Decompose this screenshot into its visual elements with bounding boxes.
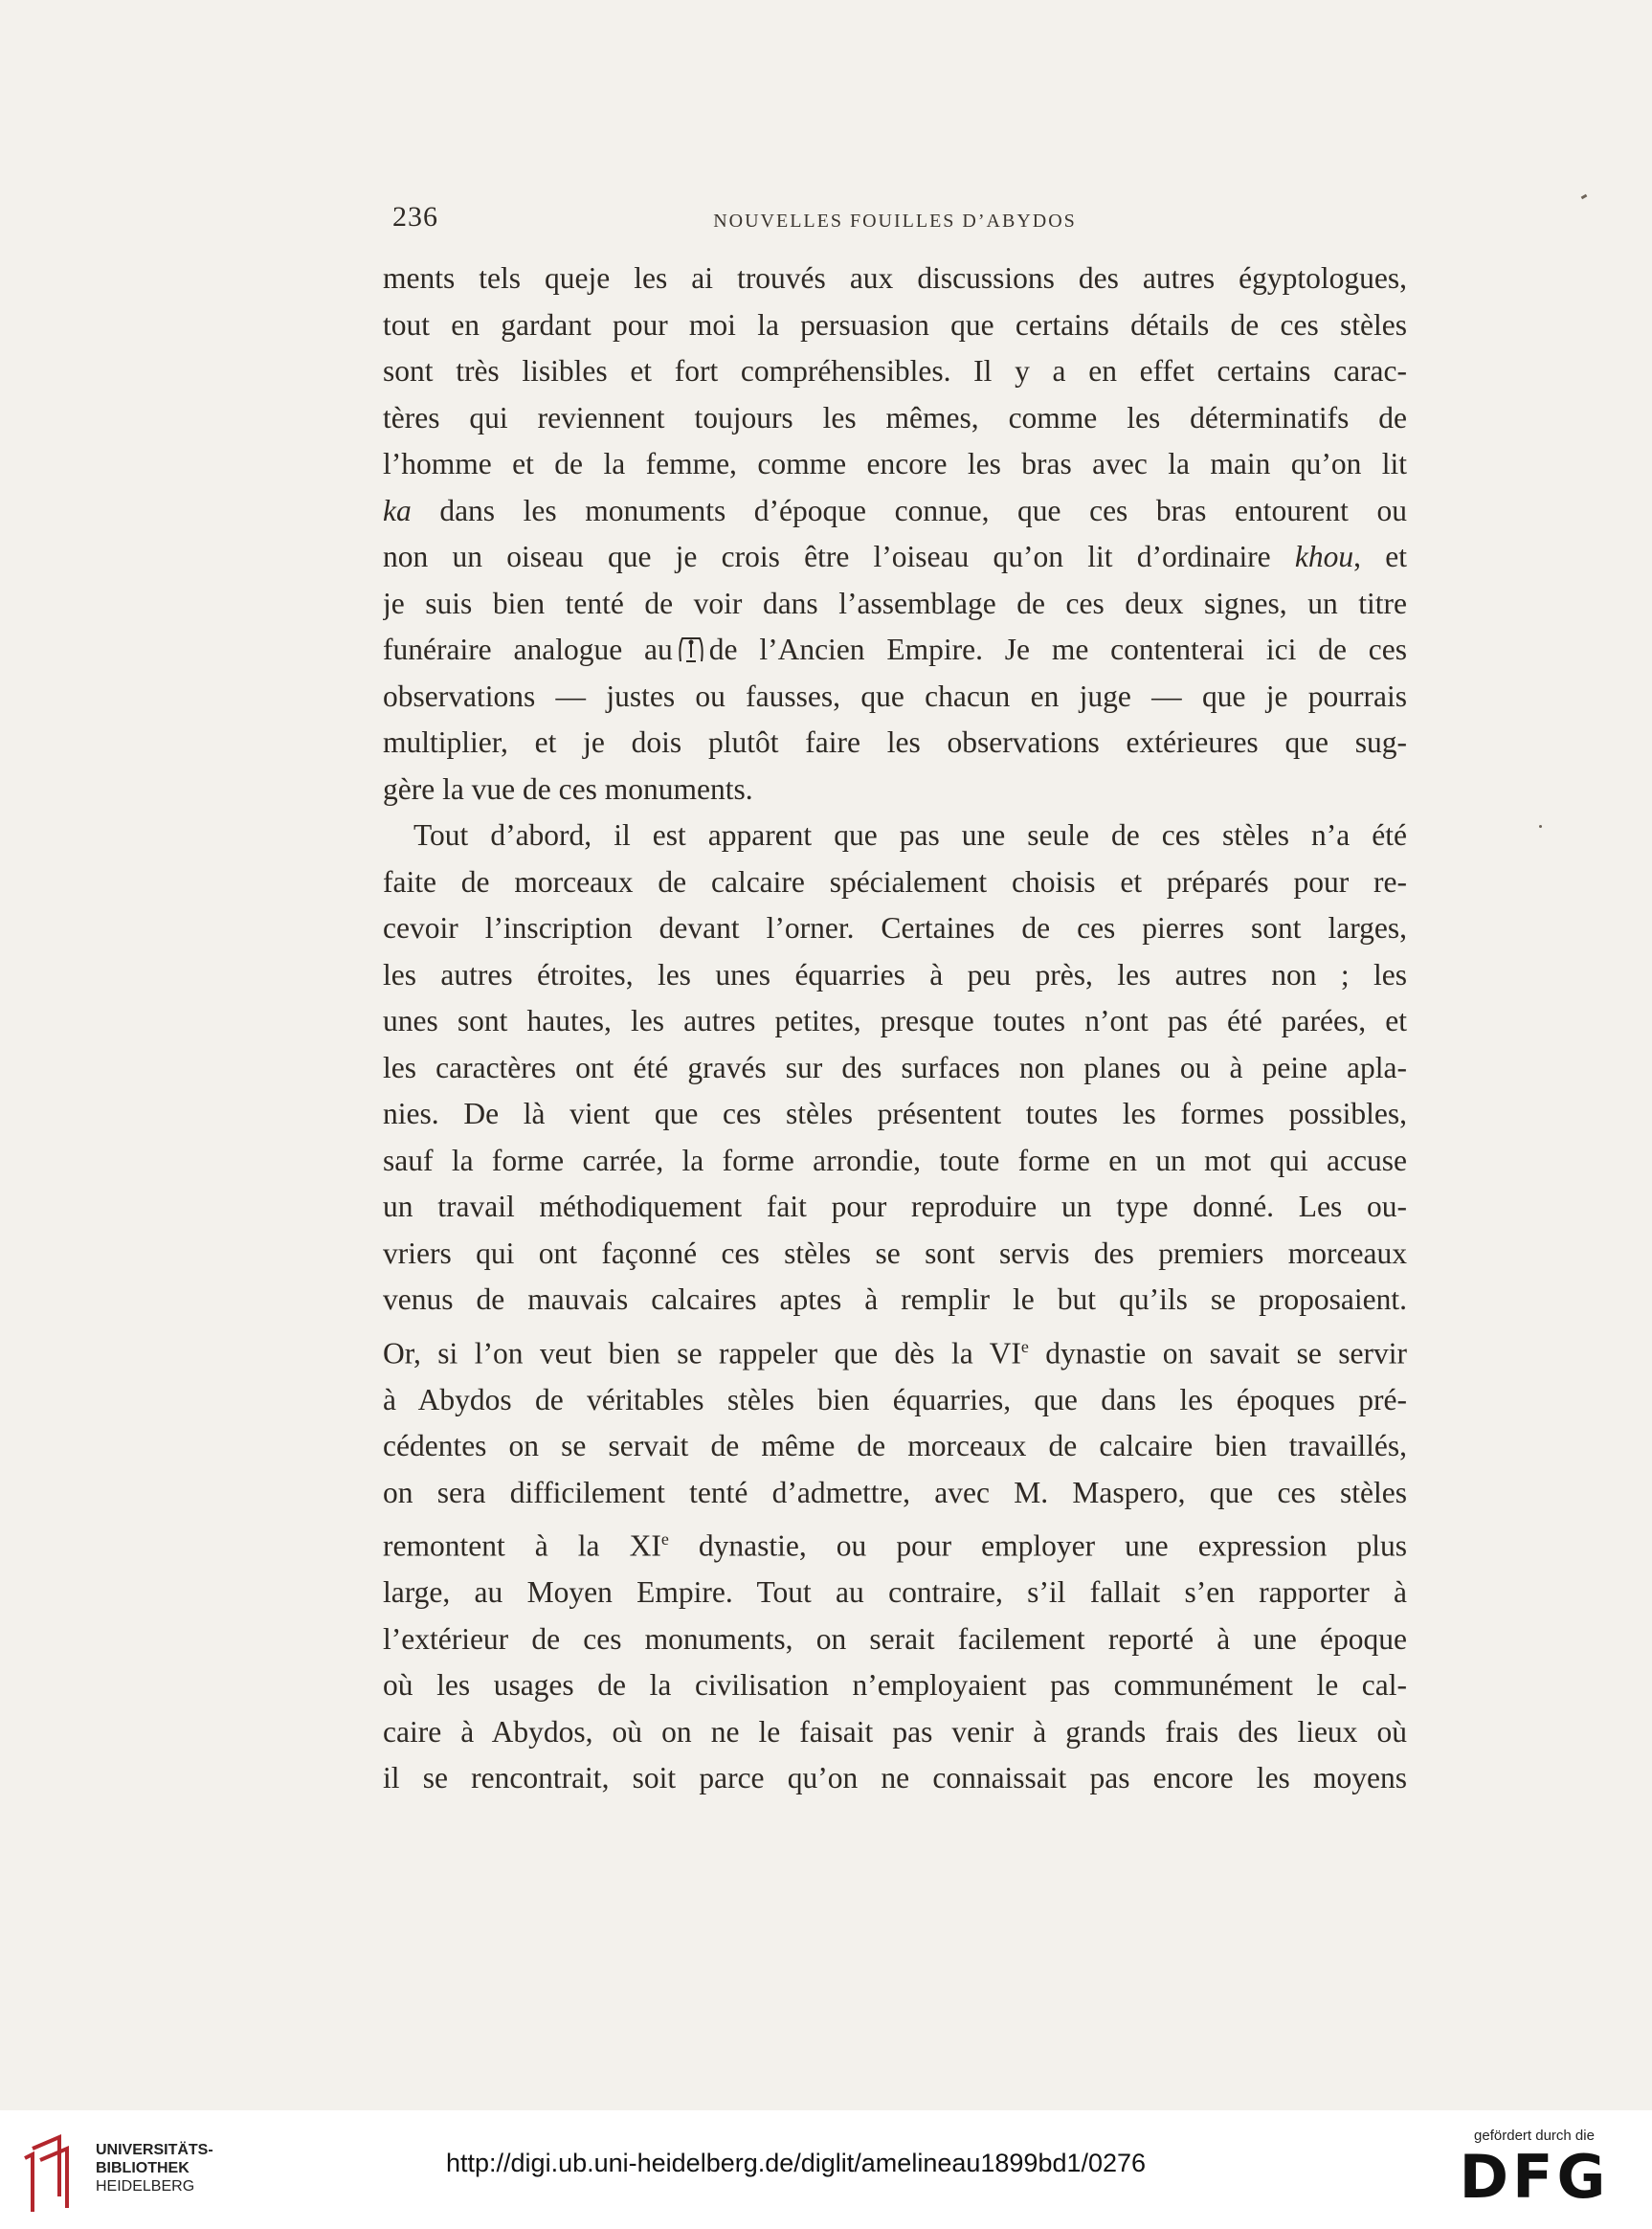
text-line: un travail méthodiquement fait pour reproduire un type donné. Les ou-: [383, 1190, 1407, 1223]
text-line-part: , et: [1353, 540, 1407, 573]
library-name-line: UNIVERSITÄTS-: [96, 2142, 213, 2158]
text-line: [383, 1324, 1407, 1377]
text-line: [383, 488, 1407, 535]
text-line-part: Or, si l’on veut bien se rappeler que dès la VI: [383, 1336, 1021, 1370]
permalink-url[interactable]: http://digi.ub.uni-heidelberg.de/diglit/amelineau1899bd1/0276: [446, 2149, 1147, 2177]
library-name: [96, 2141, 213, 2196]
text-line: Tout d’abord, il est apparent que pas une seule de ces stèles n’a été: [413, 818, 1407, 852]
page-number: 236: [392, 201, 438, 233]
library-logo[interactable]: [21, 2129, 232, 2216]
text-line-part: remontent à la XI: [383, 1528, 661, 1563]
text-line: faite de morceaux de calcaire spécialement choisis et préparés pour re-: [383, 864, 1407, 899]
footer-bar: [0, 2110, 1652, 2229]
text-line: il se rencontrait, soit parce qu’on ne connaissait pas encore les moyens: [383, 1761, 1407, 1794]
text-line-part: non un oiseau que je crois être l’oiseau qu’on lit d’ordinaire: [383, 540, 1271, 573]
funding-note: gefördert durch die: [1474, 2128, 1595, 2144]
text-line: [383, 627, 1407, 674]
text-line: observations — justes ou fausses, que chacun en juge — que je pourrais: [383, 679, 1407, 713]
text-line-part: dynastie on savait se servir: [1045, 1336, 1407, 1370]
text-line: sauf la forme carrée, la forme arrondie, toute forme en un mot qui accuse: [383, 1143, 1407, 1177]
text-line-part: dans les monuments d’époque connue, que ces bras entourent ou: [439, 493, 1407, 527]
page-header: [392, 201, 1397, 239]
text-line: cédentes on se servait de même de morceaux de calcaire bien travaillés,: [383, 1429, 1407, 1462]
text-line-part: de l’Ancien Empire. Je me contenterai ici de ces: [708, 633, 1407, 666]
text-line: venus de mauvais calcaires aptes à remplir le but qu’ils se proposaient.: [383, 1282, 1407, 1316]
text-line: nies. De là vient que ces stèles présentent toutes les formes possibles,: [383, 1097, 1407, 1130]
text-line: [383, 534, 1407, 581]
text-line: gère la vue de ces monuments.: [383, 771, 753, 806]
text-line: on sera difficilement tenté d’admettre, avec M. Maspero, que ces stèles: [383, 1475, 1407, 1509]
text-line: l’extérieur de ces monuments, on serait facilement reporté à une époque: [383, 1621, 1407, 1656]
text-line: large, au Moyen Empire. Tout au contraire, s’il fallait s’en rapporter à: [383, 1575, 1407, 1609]
text-line-part: dynastie, ou pour employer une expression plus: [698, 1528, 1407, 1563]
scan-speck: [1539, 825, 1542, 828]
text-line: ments tels queje les ai trouvés aux discussions des autres égyptologues,: [383, 261, 1407, 295]
text-line: à Abydos de véritables stèles bien équarries, que dans les époques pré-: [383, 1382, 1407, 1416]
text-line: je suis bien tenté de voir dans l’assemblage de ces deux signes, un titre: [383, 586, 1407, 620]
text-line: vriers qui ont façonné ces stèles se sont servis des premiers morceaux: [383, 1236, 1407, 1270]
hieroglyph-icon: [675, 633, 707, 667]
library-name-line: BIBLIOTHEK: [96, 2160, 190, 2176]
library-emblem-icon: [21, 2129, 88, 2216]
body-text: [383, 256, 1407, 1802]
text-line: où les usages de la civilisation n’employaient pas communément le cal-: [383, 1668, 1407, 1702]
text-line: sont très lisibles et fort compréhensibles. Il y a en effet certains carac-: [383, 354, 1407, 388]
text-line: les autres étroites, les unes équarries à peu près, les autres non ; les: [383, 957, 1407, 992]
library-name-line: HEIDELBERG: [96, 2178, 195, 2195]
text-line: [383, 1516, 1407, 1570]
text-line: unes sont hautes, les autres petites, presque toutes n’ont pas été parées, et: [383, 1004, 1407, 1037]
text-line: caire à Abydos, où on ne le faisait pas venir à grands frais des lieux où: [383, 1714, 1407, 1749]
superscript: e: [660, 1529, 669, 1549]
scan-speck: [1581, 194, 1588, 200]
text-line-part: funéraire analogue au: [383, 633, 673, 666]
text-line: l’homme et de la femme, comme encore les bras avec la main qu’on lit: [383, 447, 1407, 480]
text-line: les caractères ont été gravés sur des surfaces non planes ou à peine apla-: [383, 1050, 1407, 1084]
text-line: tout en gardant pour moi la persuasion que certains détails de ces stèles: [383, 307, 1407, 342]
running-head: NOUVELLES FOUILLES D’ABYDOS: [713, 211, 1077, 232]
funder-block[interactable]: [1443, 2124, 1625, 2219]
italic-word-ka: ka: [383, 493, 412, 527]
text-line: tères qui reviennent toujours les mêmes, comme les déterminatifs de: [383, 400, 1407, 435]
superscript: e: [1020, 1336, 1029, 1356]
dfg-logo: DFG: [1459, 2142, 1610, 2212]
italic-word-khou: khou: [1294, 540, 1354, 573]
text-line: cevoir l’inscription devant l’orner. Certaines de ces pierres sont larges,: [383, 911, 1407, 945]
text-line: multiplier, et je dois plutôt faire les observations extérieures que sug-: [383, 725, 1407, 759]
